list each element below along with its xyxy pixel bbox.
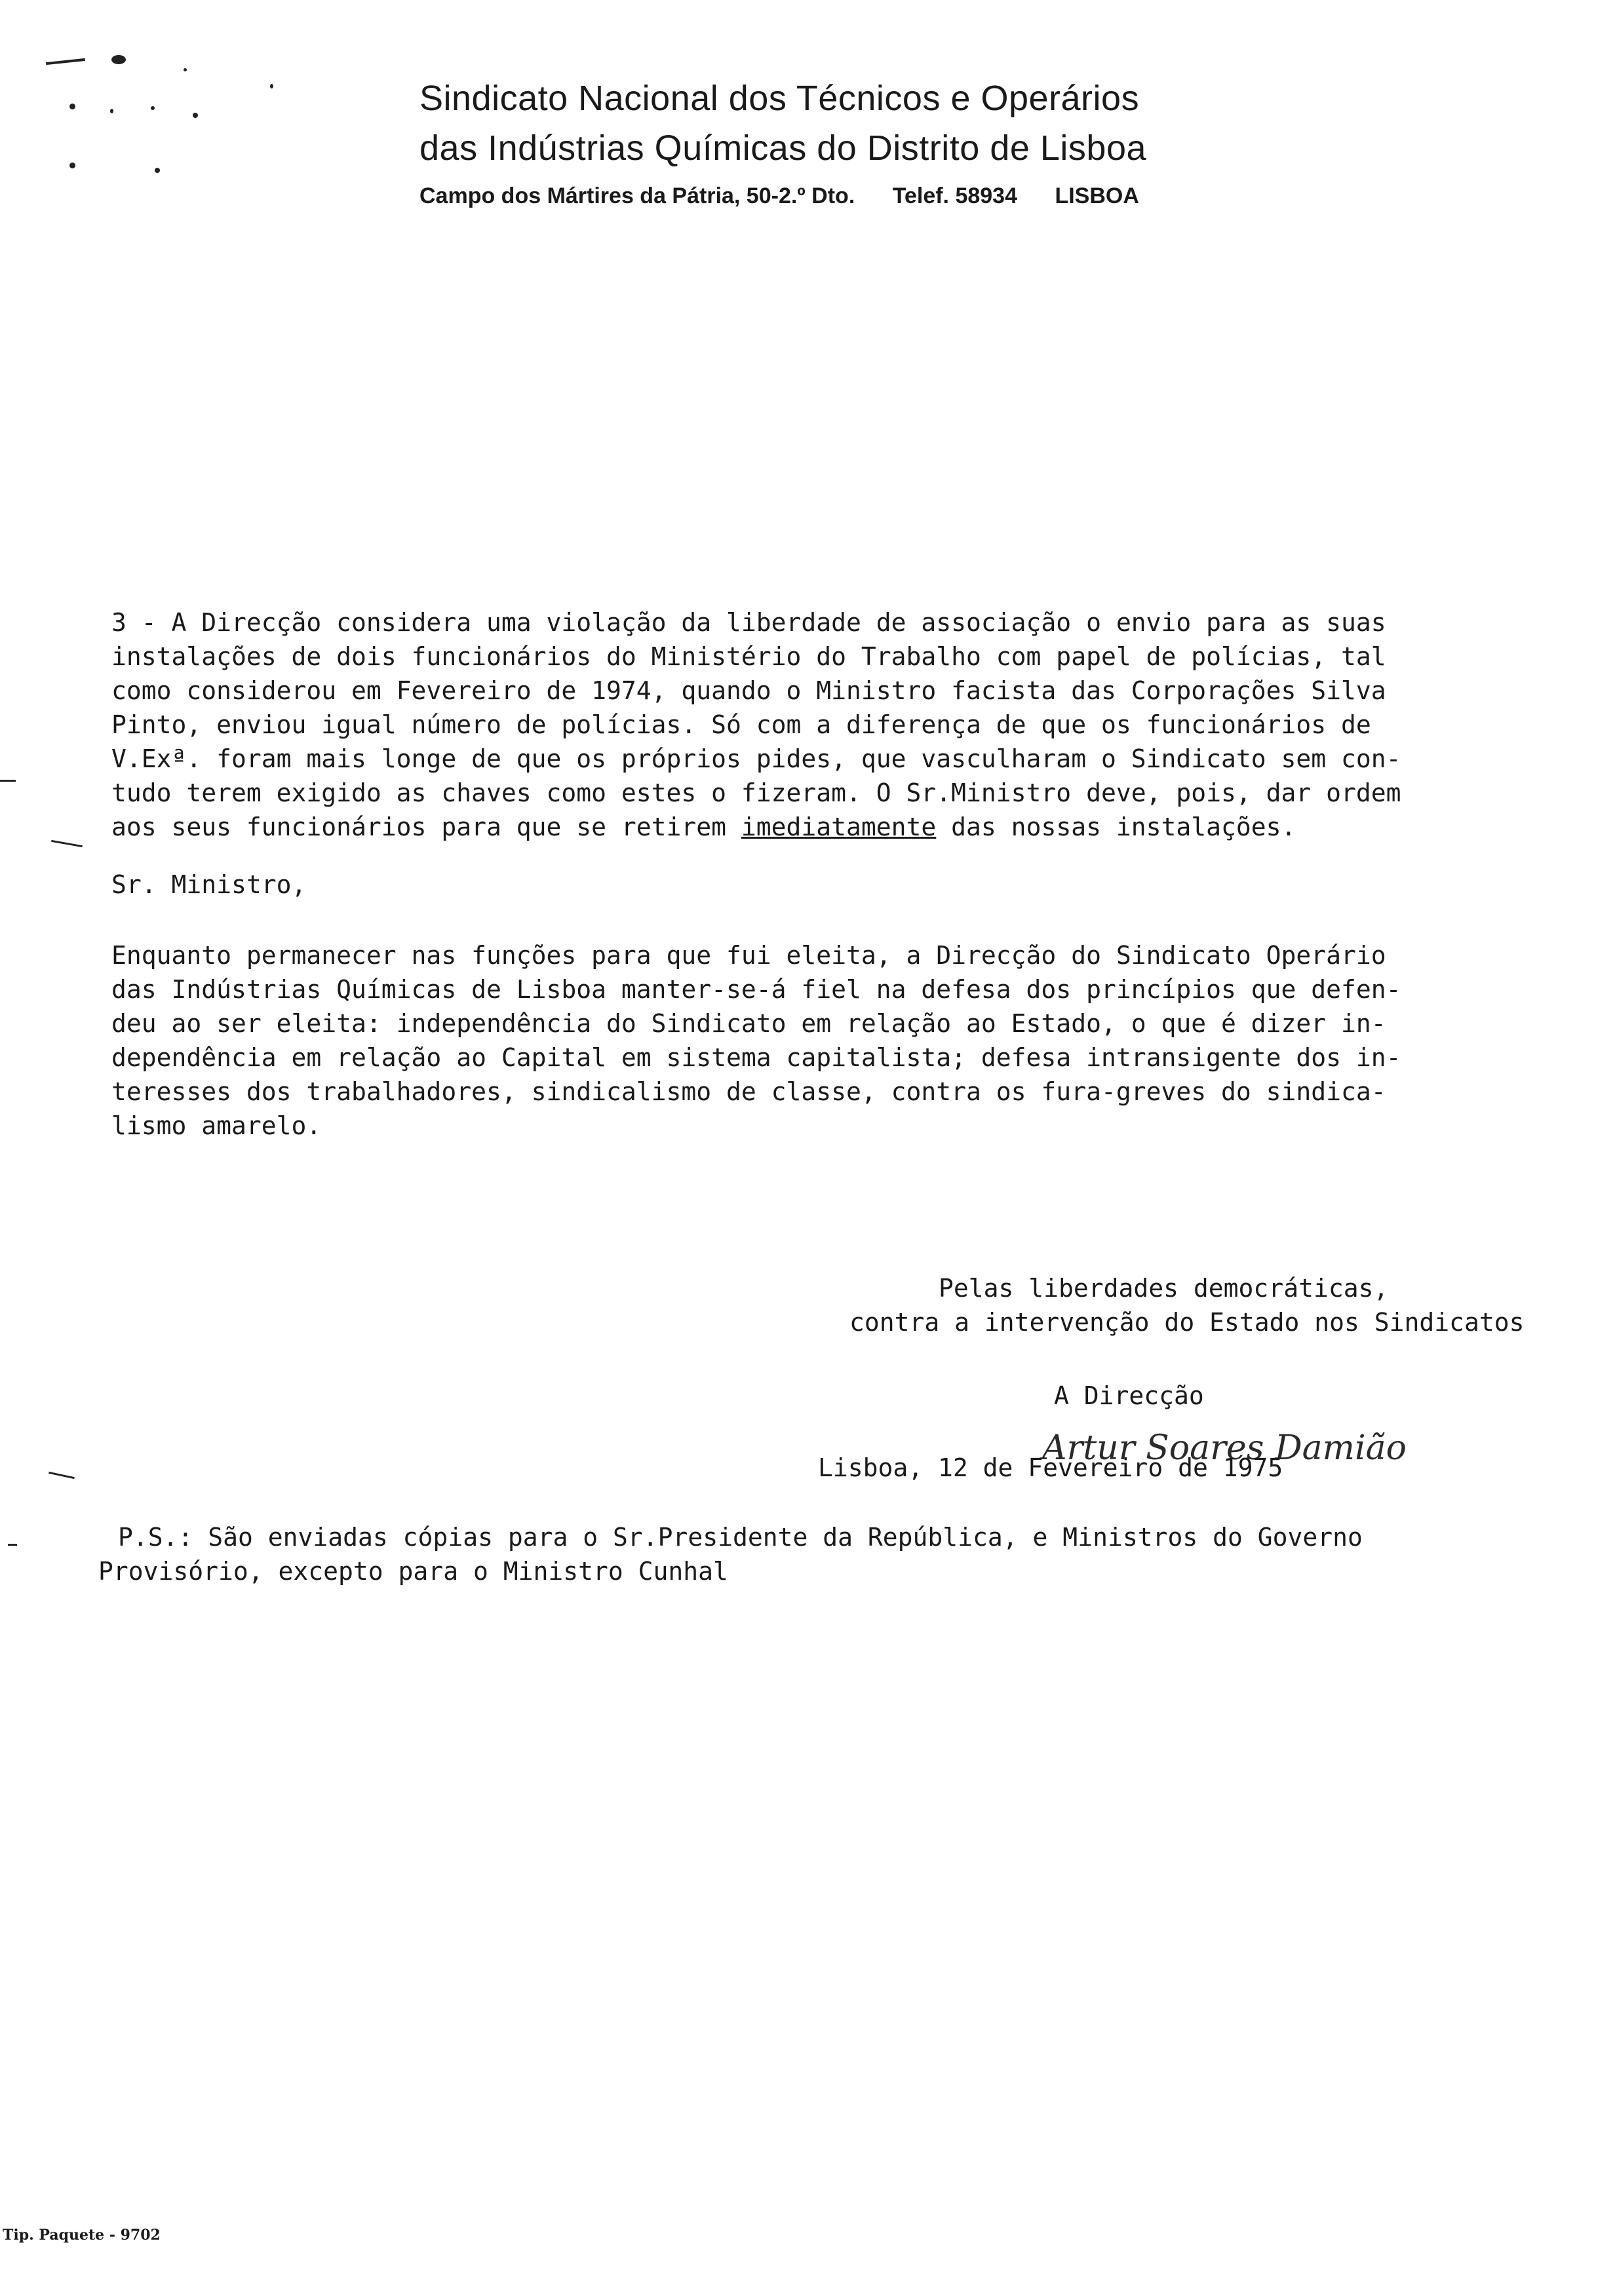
- postscript: [98, 1520, 1363, 1588]
- underlined-word: imediatamente: [741, 813, 937, 841]
- postscript-line-2: Provisório, excepto para o Ministro Cunhal: [98, 1557, 728, 1586]
- city: LISBOA: [1055, 183, 1139, 208]
- stray-mark: [110, 109, 113, 113]
- handwritten-signature: Artur Soares Damião: [1042, 1428, 1407, 1468]
- text-fragment: aos seus funcionários para que se retirem: [111, 813, 741, 841]
- stray-mark: [155, 168, 160, 173]
- stray-mark: [69, 104, 75, 109]
- stray-mark: [111, 55, 126, 64]
- address: Campo dos Mártires da Pátria, 50-2.º Dto.: [419, 183, 855, 208]
- text-line: V.Exª. foram mais longe de que os próprios pides, que vasculharam o Sindicato sem con-: [111, 744, 1401, 773]
- text-line: Pinto, enviou igual número de polícias. Só com a diferença de que os funcionários de: [111, 710, 1371, 739]
- margin-mark: [0, 780, 16, 782]
- margin-mark: [49, 1472, 75, 1479]
- salutation: Sr. Ministro,: [111, 870, 307, 899]
- place-date: Lisboa, 12 de Fevereiro de 1975: [818, 1453, 1283, 1482]
- closing: [849, 1271, 1525, 1339]
- text-line: como considerou em Fevereiro de 1974, quando o Ministro facista das Corporações Silva: [111, 676, 1386, 705]
- paragraph-commitment: [111, 938, 1401, 1143]
- margin-mark: [51, 840, 83, 847]
- closing-line-1: Pelas liberdades democráticas,: [939, 1274, 1389, 1303]
- text-line: [111, 810, 1401, 844]
- paragraph-3: [111, 605, 1401, 844]
- postscript-line-1: P.S.: São enviadas cópias para o Sr.Presidente da República, e Ministros do Governo: [118, 1523, 1363, 1552]
- text-line: dependência em relação ao Capital em sistema capitalista; defesa intransigente dos in-: [111, 1043, 1401, 1072]
- text-line: deu ao ser eleita: independência do Sindicato em relação ao Estado, o que é dizer in-: [111, 1009, 1386, 1038]
- text-line: tudo terem exigido as chaves como estes o fizeram. O Sr.Ministro deve, pois, dar ordem: [111, 778, 1401, 807]
- text-fragment: das nossas instalações.: [936, 813, 1296, 841]
- stray-mark: [151, 106, 155, 110]
- margin-mark: [8, 1544, 17, 1546]
- stray-mark: [270, 84, 273, 88]
- text-line: 3 - A Direcção considera uma violação da liberdade de associação o envio para as suas: [111, 608, 1386, 637]
- phone: Telef. 58934: [892, 183, 1017, 208]
- organization-name-line-1: Sindicato Nacional dos Técnicos e Operários: [419, 79, 1140, 118]
- text-line: instalações de dois funcionários do Ministério do Trabalho com papel de polícias, tal: [111, 642, 1386, 671]
- printer-imprint: Tip. Paquete - 9702: [3, 2227, 161, 2244]
- organization-name-line-2: das Indústrias Químicas do Distrito de Lisboa: [419, 128, 1147, 168]
- text-line: teresses dos trabalhadores, sindicalismo de classe, contra os fura-greves do sindica-: [111, 1077, 1386, 1106]
- stray-mark: [46, 58, 85, 65]
- signatory: A Direcção: [1054, 1381, 1204, 1410]
- letterhead: [419, 73, 1146, 209]
- stray-mark: [184, 68, 187, 71]
- text-line: das Indústrias Químicas de Lisboa manter-se-á fiel na defesa dos princípios que defen-: [111, 975, 1401, 1004]
- stray-mark: [69, 163, 75, 168]
- text-line: Enquanto permanecer nas funções para que fui eleita, a Direcção do Sindicato Operário: [111, 941, 1386, 970]
- closing-line-2: contra a intervenção do Estado nos Sindicatos: [849, 1308, 1525, 1337]
- stray-mark: [193, 113, 198, 118]
- contact-line: [419, 183, 1146, 209]
- text-line: lismo amarelo.: [111, 1111, 322, 1140]
